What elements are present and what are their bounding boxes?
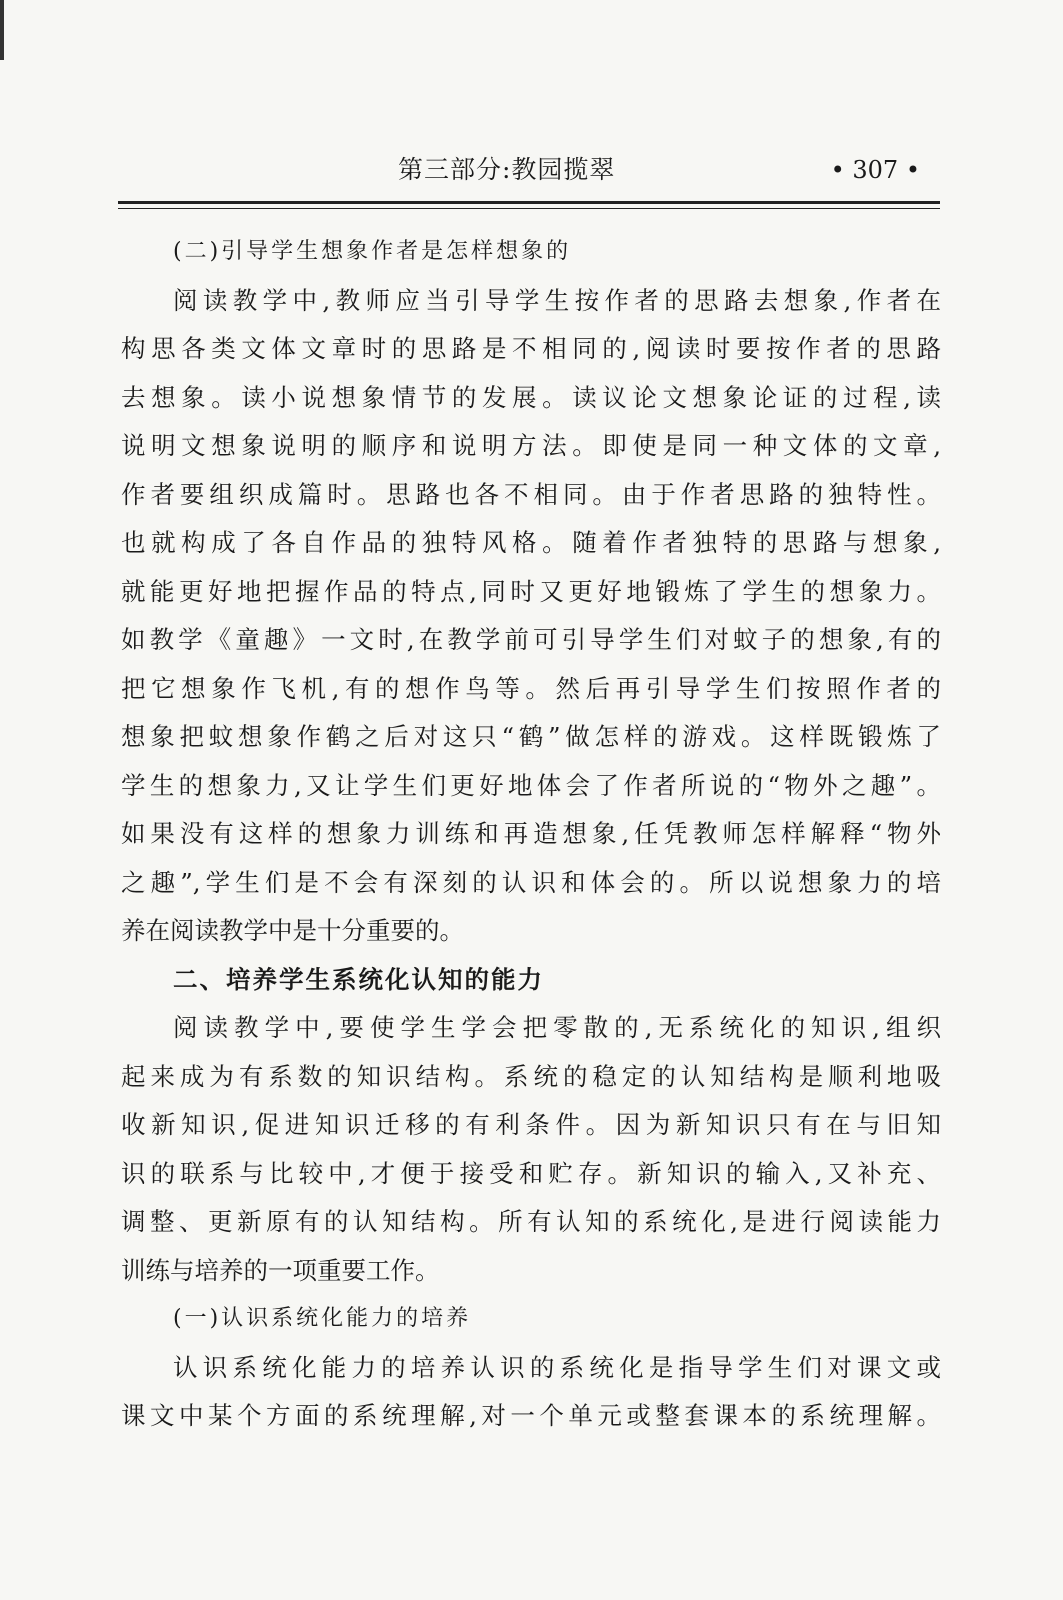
text-line: 如教学《童趣》一文时,在教学前可引导学生们对蚊子的想象,有的: [121, 625, 941, 654]
text-line: 说明文想象说明的顺序和说明方法。即使是同一种文体的文章,: [121, 431, 941, 460]
text-line: 收新知识,促进知识迁移的有利条件。因为新知识只有在与旧知: [121, 1110, 941, 1139]
text-line: 构思各类文体文章时的思路是不相同的,阅读时要按作者的思路: [121, 334, 941, 363]
text-line: 作者要组织成篇时。思路也各不相同。由于作者思路的独特性。: [121, 479, 941, 509]
text-line: 起来成为有系数的知识结构。系统的稳定的认知结构是顺利地吸: [121, 1061, 941, 1091]
text-line: 如果没有这样的想象力训练和再造想象,任凭教师怎样解释“物外: [121, 819, 941, 848]
body-text: [121, 228, 941, 1441]
text-line: 调整、更新原有的认知结构。所有认知的系统化,是进行阅读能力: [121, 1207, 941, 1236]
text-line: 去想象。读小说想象情节的发展。读议论文想象论证的过程,读: [121, 382, 941, 412]
text-line: 课文中某个方面的系统理解,对一个单元或整套课本的系统理解。: [121, 1401, 941, 1430]
text-line: 也就构成了各自作品的独特风格。随着作者独特的思路与想象,: [121, 528, 941, 557]
subheading: (二)引导学生想象作者是怎样想象的: [173, 239, 572, 264]
page-number: • 307 •: [830, 156, 920, 184]
text-line: 阅读教学中,教师应当引导学生按作者的思路去想象,作者在: [173, 285, 941, 315]
text-line: 想象把蚊想象作鹤之后对这只“鹤”做怎样的游戏。这样既锻炼了: [121, 722, 941, 751]
text-line: 之趣”,学生们是不会有深刻的认识和体会的。所以说想象力的培: [121, 867, 941, 897]
text-line: 把它想象作飞机,有的想作鸟等。然后再引导学生们按照作者的: [121, 673, 941, 703]
text-line: 训练与培养的一项重要工作。: [121, 1255, 440, 1285]
section-heading: 二、培养学生系统化认知的能力: [173, 964, 544, 994]
text-line: 养在阅读教学中是十分重要的。: [121, 916, 464, 945]
text-line: 识的联系与比较中,才便于接受和贮存。新知识的输入,又补充、: [121, 1158, 941, 1188]
page-edge-mark: [0, 0, 4, 60]
running-header: [118, 150, 938, 190]
text-line: 学生的想象力,又让学生们更好地体会了作者所说的“物外之趣”。: [121, 770, 941, 800]
header-rule-thin: [118, 208, 940, 209]
text-line: 就能更好地把握作品的特点,同时又更好地锻炼了学生的想象力。: [121, 576, 941, 606]
header-title: 第三部分:教园揽翠: [398, 155, 616, 184]
text-line: 阅读教学中,要使学生学会把零散的,无系统化的知识,组织: [173, 1013, 941, 1042]
header-rule-thick: [118, 201, 940, 204]
text-line: 认识系统化能力的培养认识的系统化是指导学生们对课文或: [173, 1352, 941, 1382]
subheading: (一)认识系统化能力的培养: [173, 1306, 472, 1331]
